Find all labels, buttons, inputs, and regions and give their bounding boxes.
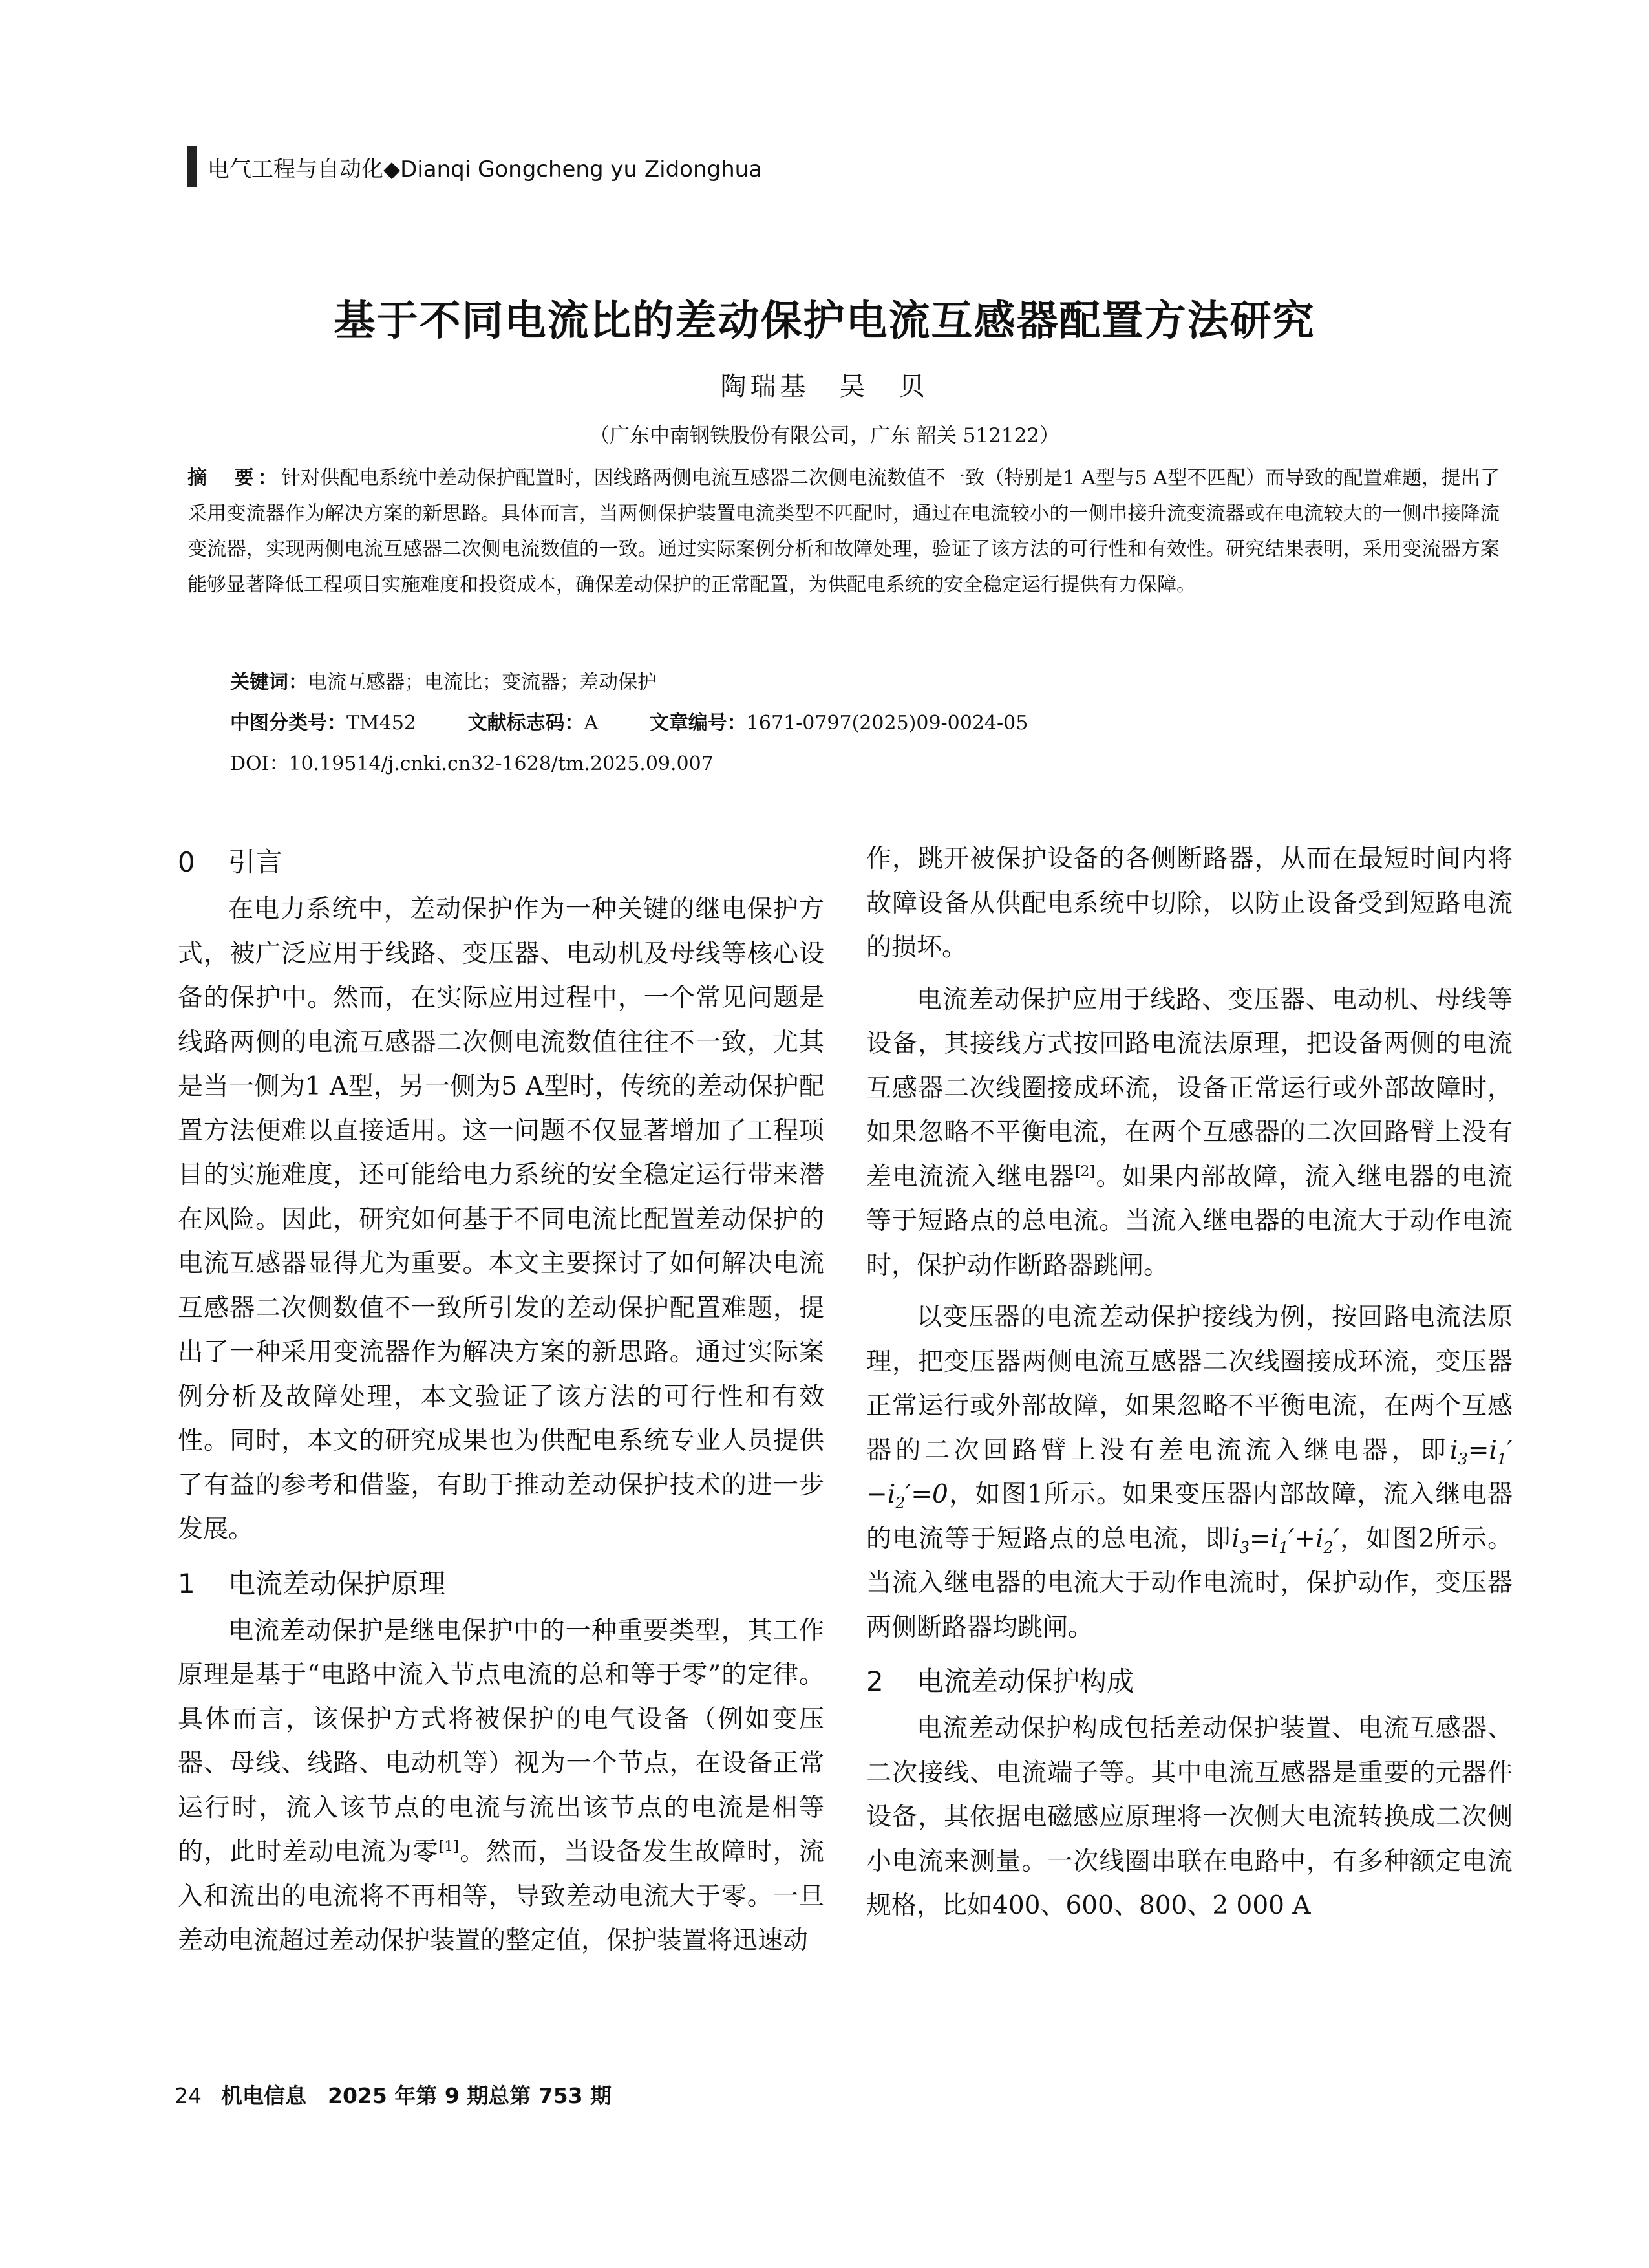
section-heading-2: 2 电流差动保护构成	[866, 1665, 1134, 1697]
article-number-label: 文章编号：	[649, 712, 747, 734]
classification	[230, 707, 1028, 735]
paragraph-transformer-example: 以变压器的电流差动保护接线为例，按回路电流法原理，把变压器两侧电流互感器二次线圈接成环流，变压器正常运行或外部故障，如果忽略不平衡电流，在两个互感器的二次回路臂上没有差电流流入继电器，即$i_3=i_1'-i_2'=0$，如图1所示。如果变压器内部故障，流入继电器的电流等于短路点的总电流，即$i_3=i_1'+i_2'$，如图2所示。当流入继电器的电流大于动作电流时，保护动作，变压器两侧断路器均跳闸。	[866, 1303, 1513, 1642]
abstract-text: 针对供配电系统中差动保护配置时，因线路两侧电流互感器二次侧电流数值不一致（特别是1 A型与5 A型不匹配）而导致的配置难题，提出了采用变流器作为解决方案的新思路。具体而言，当两侧保护装置电流类型不匹配时，通过在电流较小的一侧串接升流变流器或在电流较大的一侧串接降流变流器，实现两侧电流互感器二次侧电流数值的一致。通过实际案例分析和故障处理，验证了该方法的可行性和有效性。研究结果表明，采用变流器方案能够显著降低工程项目实施难度和投资成本，确保差动保护的正常配置，为供配电系统的安全稳定运行提供有力保障。	[187, 467, 1500, 596]
affiliation: （广东中南钢铁股份有限公司，广东 韶关 512122）	[589, 424, 1060, 447]
page-footer	[175, 2079, 612, 2110]
paragraph-composition: 电流差动保护构成包括差动保护装置、电流互感器、二次接线、电流端子等。其中电流互感器是重要的元器件设备，其依据电磁感应原理将一次侧大电流转换成二次侧小电流来测量。一次线圈串联在电路中，有多种额定电流规格，比如400、600、800、2 000 A	[866, 1714, 1513, 1920]
doi-value: 10.19514/j.cnki.cn32-1628/tm.2025.09.007	[288, 753, 714, 775]
keywords-label: 关键词：	[230, 671, 308, 694]
abstract	[187, 460, 1500, 603]
footer-journal: 机电信息 2025 年第 9 期总第 753 期	[221, 2083, 612, 2108]
doi-label: DOI：	[230, 753, 289, 775]
page-number: 24	[175, 2083, 202, 2108]
paragraph-application: 电流差动保护应用于线路、变压器、电动机、母线等设备，其接线方式按回路电流法原理，把设备两侧的电流互感器二次线圈接成环流，设备正常运行或外部故障时，如果忽略不平衡电流，在两个互感器的二次回路臂上没有差电流流入继电器[2]。如果内部故障，流入继电器的电流等于短路点的总电流。当流入继电器的电流大于动作电流时，保护动作断路器跳闸。	[866, 985, 1513, 1280]
clc-value: TM452	[346, 712, 416, 734]
abstract-label: 摘 要：	[187, 467, 281, 489]
article-number-value: 1671-0797(2025)09-0024-05	[746, 712, 1028, 734]
doc-code-value: A	[584, 712, 599, 734]
left-column	[178, 837, 824, 1963]
header-bar	[187, 146, 197, 187]
formula-fault: $i_3=i_1'+i_2'$	[1231, 1524, 1339, 1557]
citation-2[interactable]: [2]	[1074, 1163, 1096, 1180]
paper-title: 基于不同电流比的差动保护电流互感器配置方法研究	[334, 297, 1315, 345]
paragraph-principle-tail: 作，跳开被保护设备的各侧断路器，从而在最短时间内将故障设备从供配电系统中切除，以防止设备受到短路电流的损坏。	[866, 844, 1513, 962]
section-heading-0: 0 引言	[178, 846, 283, 878]
citation-1[interactable]: [1]	[438, 1839, 459, 1855]
doc-code-label: 文献标志码：	[467, 712, 584, 734]
formula-normal: $i_3=i_1'-i_2'=0$	[866, 1435, 1513, 1512]
right-column	[866, 837, 1513, 1929]
paragraph-intro: 在电力系统中，差动保护作为一种关键的继电保护方式，被广泛应用于线路、变压器、电动机及母线等核心设备的保护中。然而，在实际应用过程中，一个常见问题是线路两侧的电流互感器二次侧电流数值往往不一致，尤其是当一侧为1 A型，另一侧为5 A型时，传统的差动保护配置方法便难以直接适用。这一问题不仅显著增加了工程项目的实施难度，还可能给电力系统的安全稳定运行带来潜在风险。因此，研究如何基于不同电流比配置差动保护的电流互感器显得尤为重要。本文主要探讨了如何解决电流互感器二次侧数值不一致所引发的差动保护配置难题，提出了一种采用变流器作为解决方案的新思路。通过实际案例分析及故障处理，本文验证了该方法的可行性和有效性。同时，本文的研究成果也为供配电系统专业人员提供了有益的参考和借鉴，有助于推动差动保护技术的进一步发展。	[178, 895, 824, 1544]
journal-name: 电气工程与自动化◆Dianqi Gongcheng yu Zidonghua	[207, 156, 763, 182]
paragraph-principle-cont	[866, 837, 1513, 970]
doi	[230, 747, 714, 776]
keywords-text: 电流互感器；电流比；变流器；差动保护	[308, 671, 657, 694]
clc-label: 中图分类号：	[230, 712, 346, 734]
keywords	[230, 666, 657, 694]
journal-header	[187, 146, 762, 187]
paragraph-principle: 电流差动保护是继电保护中的一种重要类型，其工作原理是基于“电路中流入节点电流的总和等于零”的定律。具体而言，该保护方式将被保护的电气设备（例如变压器、母线、线路、电动机等）视为一个节点，在设备正常运行时，流入该节点的电流与流出该节点的电流是相等的，此时差动电流为零[1]。然而，当设备发生故障时，流入和流出的电流将不再相等，导致差动电流大于零。一旦差动电流超过差动保护装置的整定值，保护装置将迅速动	[178, 1616, 824, 1955]
section-heading-1: 1 电流差动保护原理	[178, 1567, 446, 1599]
authors: 陶瑞基 吴 贝	[720, 372, 929, 401]
